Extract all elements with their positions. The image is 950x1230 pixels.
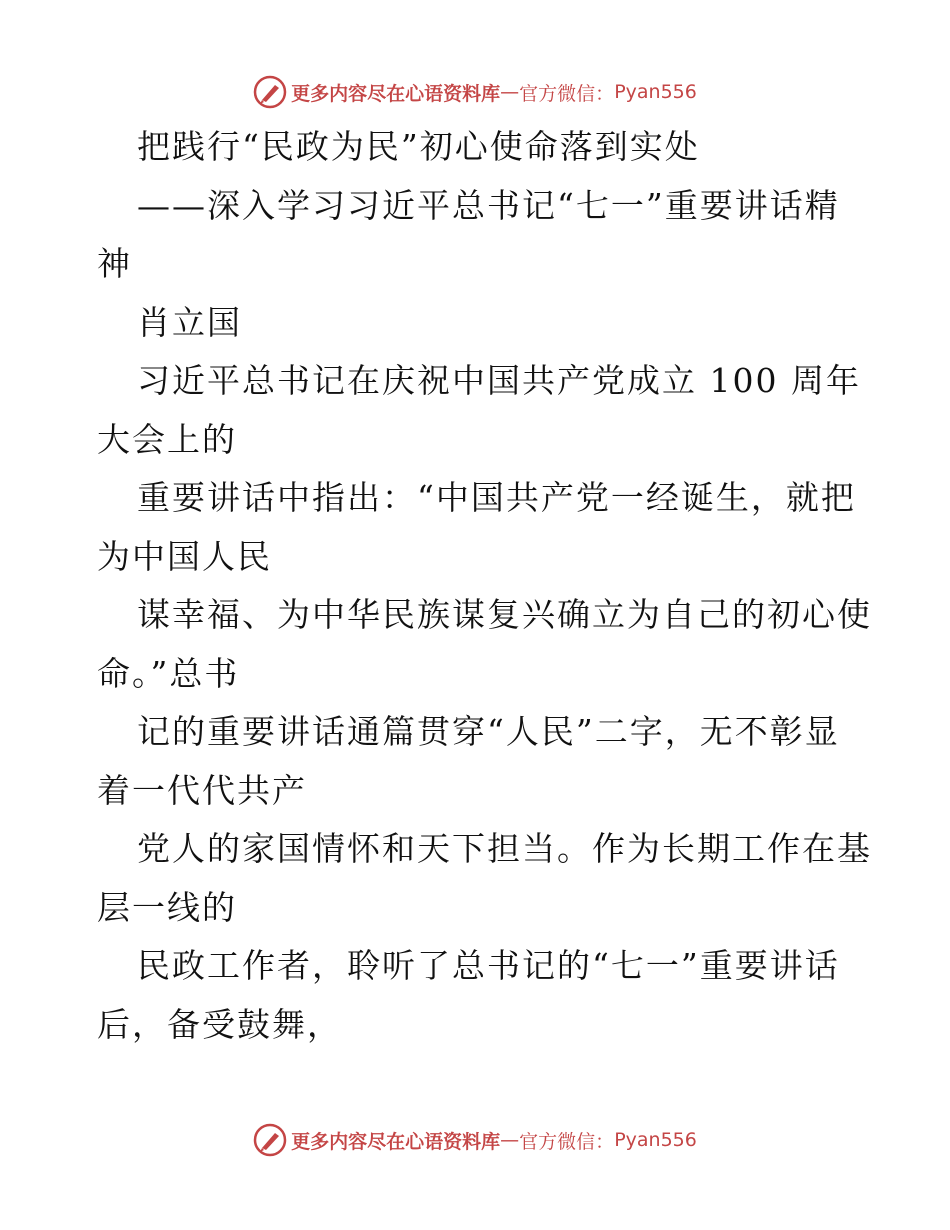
doc-paragraph-line: 着一代代共产 [97, 770, 307, 810]
pen-logo-icon [253, 1123, 287, 1157]
doc-subtitle-cont: 神 [97, 244, 132, 283]
doc-paragraph-line: 重要讲话中指出：“中国共产党一经诞生，就把 [137, 478, 856, 517]
doc-paragraph-line: 谋幸福、为中华民族谋复兴确立为自己的初心使 [137, 595, 872, 634]
watermark-account: Pyan556 [614, 81, 697, 103]
watermark-separator: — [500, 81, 520, 103]
doc-paragraph-line: 记的重要讲话通篇贯穿“人民”二字，无不彰显 [137, 712, 840, 751]
header-watermark [0, 72, 950, 112]
watermark-official-label: 官方微信： [519, 82, 615, 105]
doc-paragraph-line: 为中国人民 [97, 536, 272, 576]
doc-paragraph-line: 后，备受鼓舞， [97, 1004, 342, 1044]
document-body [97, 118, 872, 1054]
watermark-official-label: 官方微信： [519, 1130, 615, 1153]
doc-subtitle: ——深入学习习近平总书记“七一”重要讲话精 [137, 185, 840, 225]
watermark-account: Pyan556 [614, 1129, 697, 1151]
watermark-separator: — [500, 1129, 520, 1151]
footer-watermark [0, 1120, 950, 1160]
doc-paragraph-line: 命。”总书 [97, 653, 240, 693]
doc-paragraph-line: 习近平总书记在庆祝中国共产党成立 100 周年 [137, 361, 861, 400]
pen-logo-icon [253, 75, 287, 109]
doc-title: 把践行“民政为民”初心使命落到实处 [137, 127, 700, 166]
doc-paragraph-line: 民政工作者，聆听了总书记的“七一”重要讲话 [137, 946, 840, 985]
doc-author: 肖立国 [137, 302, 242, 342]
watermark-brand: 更多内容尽在心语资料库 [291, 82, 501, 105]
doc-paragraph-line: 党人的家国情怀和天下担当。作为长期工作在基 [137, 829, 872, 868]
watermark-brand: 更多内容尽在心语资料库 [291, 1130, 501, 1153]
doc-paragraph-line: 大会上的 [97, 419, 237, 459]
doc-paragraph-line: 层一线的 [97, 887, 237, 927]
